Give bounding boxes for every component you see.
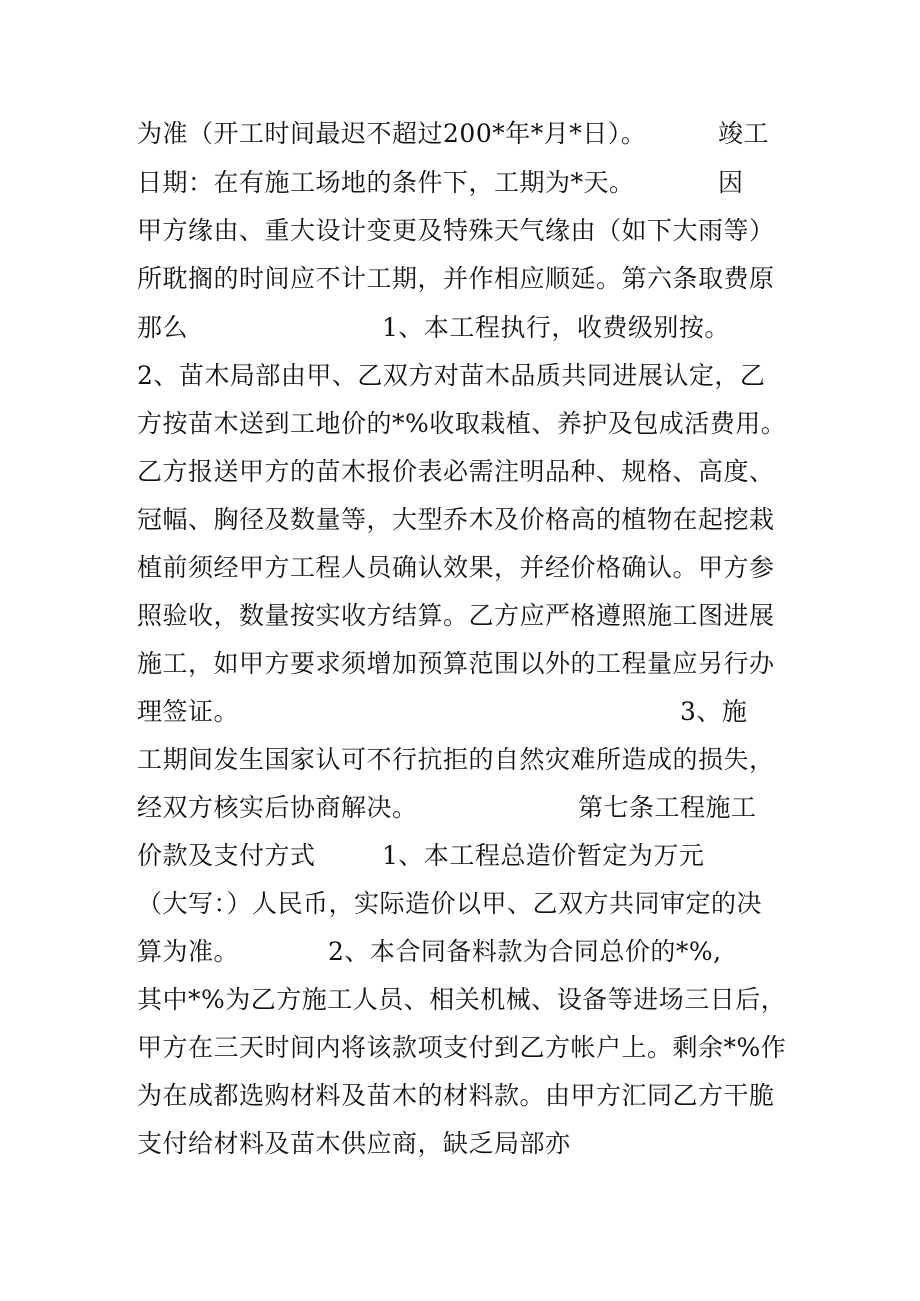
- text-segment: 那么: [137, 313, 189, 342]
- text-segment: 2、本合同备料款为合同总价的*%,: [328, 937, 722, 966]
- text-segment: 算为准。: [137, 937, 240, 966]
- text-segment: 甲方在三天时间内将该款项支付到乙方帐户上。剩余*%作: [137, 1033, 787, 1062]
- text-segment: 其中*%为乙方施工人员、相关机械、设备等进场三日后，: [137, 985, 787, 1014]
- text-segment: 1、本工程总造价暂定为万元: [382, 841, 705, 870]
- text-segment: 为在成都选购材料及苗木的材料款。由甲方汇同乙方干脆: [137, 1081, 775, 1110]
- text-segment: 价款及支付方式: [137, 841, 316, 870]
- text-segment: 乙方报送甲方的苗木报价表必需注明品种、规格、高度、: [137, 457, 775, 486]
- text-segment: 3、施: [680, 697, 748, 726]
- text-segment: 植前须经甲方工程人员确认效果，并经价格确认。甲方参: [137, 553, 775, 582]
- text-segment: 照验收，数量按实收方结算。乙方应严格遵照施工图进展: [137, 601, 775, 630]
- text-segment: （大写：）人民币，实际造价以甲、乙双方共同审定的决: [137, 889, 763, 918]
- text-segment: 日期：在有施工场地的条件下，工期为*天。: [137, 168, 635, 197]
- text-segment: 经双方核实后协商解决。: [137, 793, 418, 822]
- text-segment: 竣工: [718, 119, 770, 148]
- text-segment: 2、苗木局部由甲、乙双方对苗木品质共同进展认定，乙: [137, 361, 766, 390]
- text-segment: 理签证。: [137, 697, 240, 726]
- text-segment: 方按苗木送到工地价的*%收取栽植、养护及包成活费用。: [137, 409, 787, 438]
- text-segment: 第七条工程施工: [578, 793, 757, 822]
- text-segment: 施工，如甲方要求须增加预算范围以外的工程量应另行办: [137, 649, 775, 678]
- text-segment: 为准（开工时间最迟不超过200*年*月*日）。: [137, 119, 647, 148]
- text-segment: 支付给材料及苗木供应商，缺乏局部亦: [137, 1129, 571, 1158]
- text-segment: 冠幅、胸径及数量等，大型乔木及价格高的植物在起挖栽: [137, 505, 775, 534]
- text-segment: 甲方缘由、重大设计变更及特殊天气缘由（如下大雨等）: [137, 216, 775, 245]
- text-segment: 所耽搁的时间应不计工期，并作相应顺延。第六条取费原: [137, 264, 775, 293]
- text-segment: 工期间发生国家认可不行抗拒的自然灾难所造成的损失，: [137, 745, 775, 774]
- text-segment: 1、本工程执行，收费级别按。: [382, 313, 730, 342]
- text-segment: 因: [718, 168, 744, 197]
